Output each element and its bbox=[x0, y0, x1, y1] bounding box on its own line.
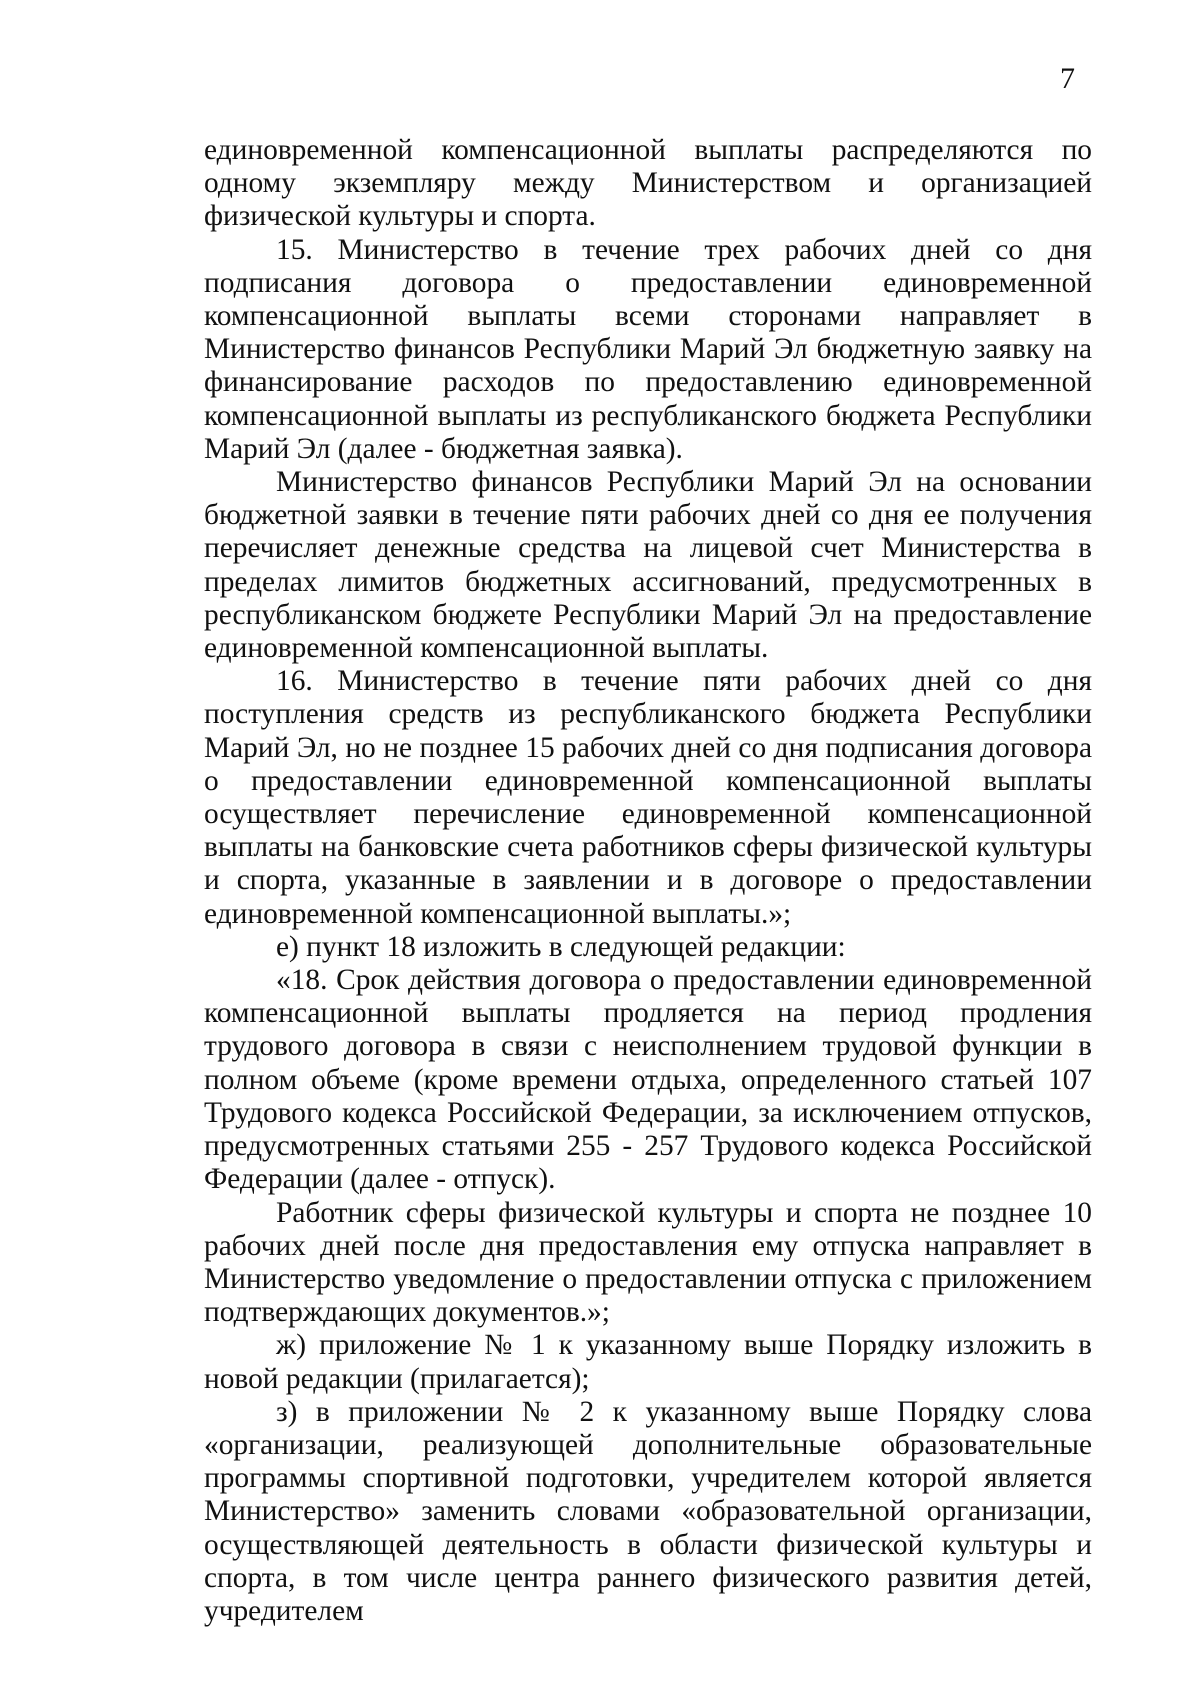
paragraph-subitem-zh: ж) приложение № 1 к указанному выше Порядку изложить в новой редакции (прилагается); bbox=[204, 1329, 1092, 1395]
paragraph-ministry-of-finance: Министерство финансов Республики Марий Эл на основании бюджетной заявки в течение пяти рабочих дней со дня ее получения перечисляет денежные средства на лицевой счет Министерства в пределах лимитов бюджетных ассигнований, предусмотренных в республиканском бюджете Республики Марий Эл на предоставление единовременной компенсационной выплаты. bbox=[204, 466, 1092, 665]
paragraph-item-16: 16. Министерство в течение пяти рабочих дней со дня поступления средств из республиканского бюджета Республики Марий Эл, но не позднее 15 рабочих дней со дня подписания договора о предоставлении единовременной компенсационной выплаты осуществляет перечисление единовременной компенсационной выплаты на банковские счета работников сферы физической культуры и спорта, указанные в заявлении и в договоре о предоставлении единовременной компенсационной выплаты.»; bbox=[204, 665, 1092, 930]
document-body bbox=[204, 134, 1092, 1628]
paragraph-subitem-z: з) в приложении № 2 к указанному выше Порядку слова «организации, реализующей дополнительные образовательные программы спортивной подготовки, учредителем которой является Министерство» заменить словами «образовательной организации, осуществляющей деятельность в области физической культуры и спорта, в том числе центра раннего физического развития детей, учредителем bbox=[204, 1395, 1092, 1627]
paragraph-worker-notice: Работник сферы физической культуры и спорта не позднее 10 рабочих дней после дня предоставления ему отпуска направляет в Министерство уведомление о предоставлении отпуска с приложением подтверждающих документов.»; bbox=[204, 1196, 1092, 1329]
paragraph-continuation: единовременной компенсационной выплаты распределяются по одному экземпляру между Министерством и организацией физической культуры и спорта. bbox=[204, 134, 1092, 233]
paragraph-item-15: 15. Министерство в течение трех рабочих дней со дня подписания договора о предоставлении единовременной компенсационной выплаты всеми сторонами направляет в Министерство финансов Республики Марий Эл бюджетную заявку на финансирование расходов по предоставлению единовременной компенсационной выплаты из республиканского бюджета Республики Марий Эл (далее - бюджетная заявка). bbox=[204, 233, 1092, 465]
paragraph-subitem-e: е) пункт 18 изложить в следующей редакции: bbox=[276, 930, 846, 963]
page-number: 7 bbox=[1060, 62, 1075, 95]
paragraph-item-18: «18. Срок действия договора о предоставлении единовременной компенсационной выплаты продляется на период продления трудового договора в связи с неисполнением трудовой функции в полном объеме (кроме времени отдыха, определенного статьей 107 Трудового кодекса Российской Федерации, за исключением отпусков, предусмотренных статьями 255 - 257 Трудового кодекса Российской Федерации (далее - отпуск). bbox=[204, 964, 1092, 1196]
